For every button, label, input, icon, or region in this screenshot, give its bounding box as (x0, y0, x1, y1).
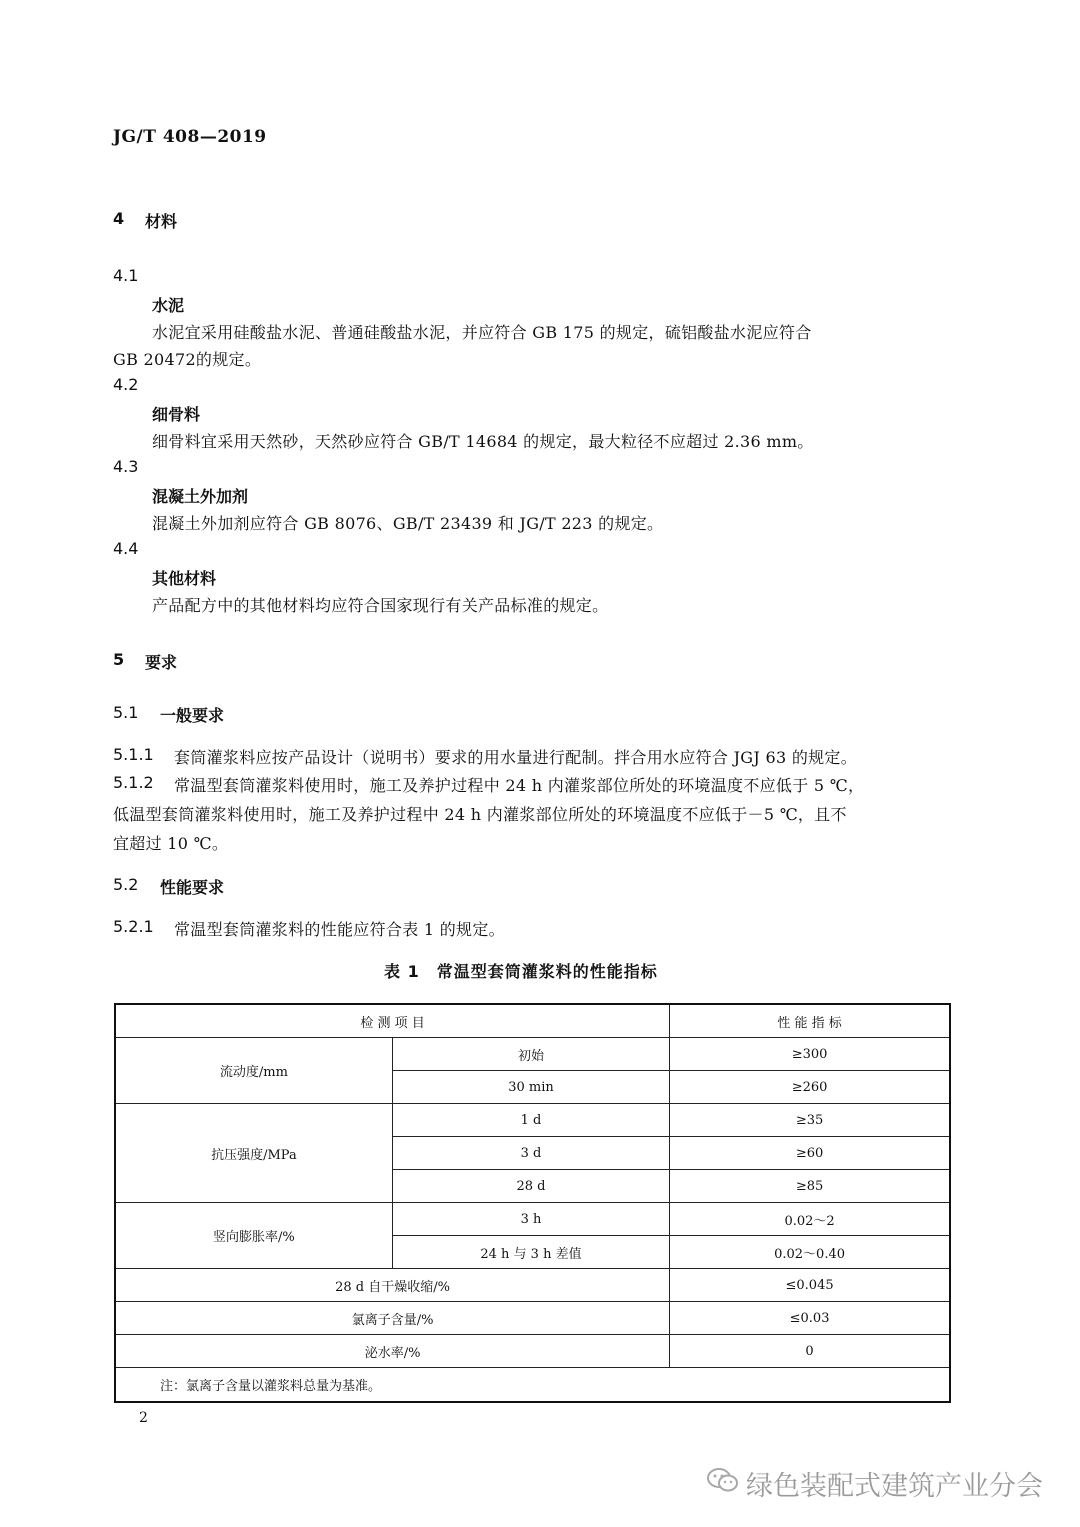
table-1-caption: 表 1 常温型套筒灌浆料的性能指标 (384, 962, 658, 981)
strength-1d-label: 1 d (392, 1104, 669, 1137)
section-4-2-number: 4.2 (113, 375, 139, 394)
table-row (115, 1335, 950, 1368)
strength-1d-value: ≥35 (670, 1104, 950, 1137)
header-performance-index: 性 能 指 标 (670, 1004, 950, 1038)
expansion-diff-label: 24 h 与 3 h 差值 (392, 1236, 669, 1269)
strength-label: 抗压强度/MPa (115, 1104, 392, 1203)
strength-28d-label: 28 d (392, 1170, 669, 1203)
clause-5-1-2-number: 5.1.2 (113, 773, 154, 792)
shrink-value: ≤0.045 (670, 1269, 950, 1302)
clause-5-1-2-line1: 常温型套筒灌浆料使用时，施工及养护过程中 24 h 内灌浆部位所处的环境温度不应低于 5 ℃， (174, 776, 865, 795)
section-5-2-title: 性能要求 (160, 878, 225, 897)
section-5-number: 5 (113, 650, 125, 669)
table-row (115, 1203, 950, 1236)
clause-5-1-2-line3: 宜超过 10 ℃。 (113, 834, 229, 853)
clause-5-2-1-text: 常温型套筒灌浆料的性能应符合表 1 的规定。 (174, 920, 505, 939)
section-4-3-number: 4.3 (113, 457, 139, 476)
section-4-1-number: 4.1 (113, 266, 139, 285)
fluidity-30min-label: 30 min (392, 1071, 669, 1104)
section-4-4-text: 产品配方中的其他材料均应符合国家现行有关产品标准的规定。 (152, 596, 609, 615)
section-4-4-title: 其他材料 (152, 569, 217, 588)
expansion-diff-value: 0.02～0.40 (670, 1236, 950, 1269)
bleed-value: 0 (670, 1335, 950, 1368)
performance-table (114, 1003, 951, 1403)
expansion-3h-value: 0.02～2 (670, 1203, 950, 1236)
section-5-1-title: 一般要求 (160, 706, 225, 725)
section-4-number: 4 (113, 209, 125, 228)
strength-3d-label: 3 d (392, 1137, 669, 1170)
section-4-1-title: 水泥 (152, 296, 185, 315)
strength-28d-value: ≥85 (670, 1170, 950, 1203)
fluidity-label: 流动度/mm (115, 1038, 392, 1104)
expansion-3h-label: 3 h (392, 1203, 669, 1236)
table-header-row (115, 1004, 950, 1038)
fluidity-initial-value: ≥300 (670, 1038, 950, 1071)
header-test-item: 检 测 项 目 (115, 1004, 670, 1038)
section-4-title: 材料 (145, 212, 178, 231)
section-4-3-title: 混凝土外加剂 (152, 487, 249, 506)
table-row (115, 1104, 950, 1137)
fluidity-30min-value: ≥260 (670, 1071, 950, 1104)
shrink-label: 28 d 自干燥收缩/% (115, 1269, 670, 1302)
section-5-1-number: 5.1 (113, 703, 139, 722)
table-row (115, 1038, 950, 1071)
section-4-1-text-line1: 水泥宜采用硅酸盐水泥、普通硅酸盐水泥，并应符合 GB 175 的规定，硫铝酸盐水泥应符合 (152, 323, 812, 342)
page-number: 2 (139, 1410, 148, 1426)
clause-5-1-1-text: 套筒灌浆料应按产品设计（说明书）要求的用水量进行配制。拌合用水应符合 JGJ 63 的规定。 (174, 748, 858, 767)
section-4-3-text: 混凝土外加剂应符合 GB 8076、GB/T 23439 和 JG/T 223 的规定。 (152, 514, 664, 533)
clause-5-1-2-line2: 低温型套筒灌浆料使用时，施工及养护过程中 24 h 内灌浆部位所处的环境温度不应低于－5 ℃，且不 (113, 805, 847, 824)
clause-5-2-1-number: 5.2.1 (113, 917, 154, 936)
section-5-2-number: 5.2 (113, 875, 139, 894)
strength-3d-value: ≥60 (670, 1137, 950, 1170)
section-4-2-title: 细骨料 (152, 405, 201, 424)
wechat-icon (706, 1466, 740, 1494)
table-note-row (115, 1368, 950, 1403)
watermark-text: 绿色装配式建筑产业分会 (746, 1471, 1043, 1502)
section-5-title: 要求 (145, 653, 178, 672)
table-note: 注：氯离子含量以灌浆料总量为基准。 (115, 1368, 950, 1403)
clause-5-1-1-number: 5.1.1 (113, 745, 154, 764)
expansion-label: 竖向膨胀率/% (115, 1203, 392, 1269)
table-row (115, 1269, 950, 1302)
bleed-label: 泌水率/% (115, 1335, 670, 1368)
section-4-1-text-line2: GB 20472的规定。 (113, 350, 262, 369)
chloride-label: 氯离子含量/% (115, 1302, 670, 1335)
standard-code: JG/T 408—2019 (113, 127, 267, 147)
table-row (115, 1302, 950, 1335)
chloride-value: ≤0.03 (670, 1302, 950, 1335)
fluidity-initial-label: 初始 (392, 1038, 669, 1071)
section-4-4-number: 4.4 (113, 539, 139, 558)
section-4-2-text: 细骨料宜采用天然砂，天然砂应符合 GB/T 14684 的规定，最大粒径不应超过 2.36 mm。 (152, 432, 814, 451)
